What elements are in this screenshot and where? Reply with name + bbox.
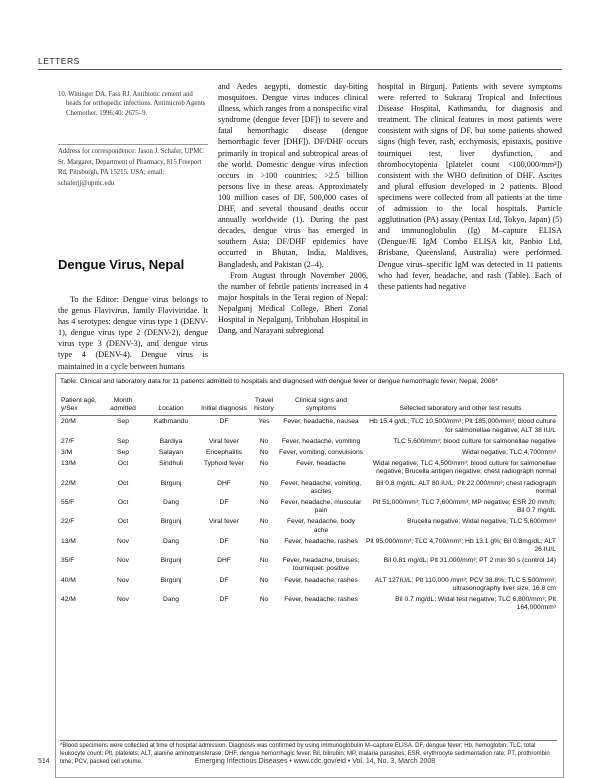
table-cell: No — [259, 460, 269, 468]
table-cell: Widal negative; TLC 4,500/mm³; blood culture for salmonellae negative; Brucella antigen negative; chest radiograph normal — [372, 460, 556, 476]
correspondence-block: Address for correspondence: Jason J. Schafer, UPMC St. Margaret, Department of Pharmacy, 815 Freeport Rd, Pittsburgh, PA 15215, USA; email: schaferjj@upmc.edu — [58, 148, 204, 187]
table-cell: 13/M — [61, 537, 76, 545]
table-cell: Salayan — [158, 449, 184, 457]
paragraph-nepal-hospitals: From August through November 2006, the number of febrile patients increased in 4 major hospitals in the Terai region of Nepal: Nepalgunj Medical College, Bheri Zonal Hospital in Nepalgunj, Tribhuban Hospital in Dang, and Narayani subregional — [218, 270, 368, 336]
paragraph-patients: hospital in Birgunj. Patients with severe symptoms were referred to Sukraraj Tropical and Infectious Disease Hospital, Kathmandu, for diagnosis and treatment. The clinical features in most patients were consistent with signs of DF, but some patients showed signs (high fever, rash, ecchymosis, epistaxis, positive tourniquet test, liver dysfunction, and thrombocytopenia [platelet count <100,000/mm³]) consistent with the WHO definition of DHF. Ascites and plural effusion developed in 2 patients. Blood specimens were collected from all patients at the time of admission to the local hospitals. Particle agglutination (PA) assay (Pentax Ltd, Tokyo, Japan) (5) and immunoglobulin (Ig) M–capture ELISA (Dengue/JE IgM Combo ELISA kit, Panbio Ltd, Brisbane, Queensland, Australia) were performed. Dengue virus–specific IgM was detected in 11 patients who had fever, headache, and rash (Table). Each of these patients had negative — [378, 82, 562, 291]
table-row — [60, 436, 557, 447]
table-cell: Nov — [117, 537, 129, 545]
table-footnote: *Blood specimens were collected at time of hospital admission. Diagnosis was confirmed by using immunoglobulin M–capture ELISA. DF, dengue fever; Hb, hemoglobin; TLC, total leukocyte count; Plt, platelets; ALT, alanine aminotransferase; DHF, dengue hemorrhagic fever; Bil, bilirubin; MP, malaria parasites; ESR, erythrocyte sedimentation rate; PT, prothrombin time; PCV, packed cell volume. — [60, 743, 550, 765]
table-cell: Fever, headache — [296, 460, 346, 468]
table-cell: No — [259, 479, 269, 487]
column-header: Clinical signs and symptoms — [278, 397, 364, 416]
table-cell: Encephalitis — [205, 449, 243, 457]
table-cell: Birgunj — [160, 518, 182, 526]
table-cell: Plt 51,000/mm³; TLC 7,600/mm³; MP negative; ESR 20 mm/h; Bil 0.7 mg/dL — [372, 499, 556, 515]
table-cell: Oct — [117, 518, 129, 526]
table-cell: ALT 127IU/L; Plt 110,000 /mm³; PCV 38.8%; TLC 5,500/mm³; ultrasonography liver size, 16.8 cm — [374, 576, 556, 592]
table-cell: Nov — [117, 576, 129, 584]
table-cell: TLC 5,600/mm³; blood culture for salmonellae negative — [393, 437, 556, 445]
table-cell: Fever, headache, body ache — [286, 518, 356, 534]
table-cell: 27/F — [61, 437, 75, 445]
table-row — [60, 536, 557, 555]
table-body — [60, 416, 557, 614]
column-header: Travel history — [250, 397, 278, 416]
table-cell: Viral fever — [209, 437, 239, 445]
column-header: Month admitted — [102, 397, 144, 416]
table-cell: Fever, headache, rashes — [284, 596, 358, 604]
table-cell: Sep — [117, 449, 129, 457]
table-cell: Dang — [163, 499, 179, 507]
table-row — [60, 516, 557, 535]
table-cell: Widal negative; TLC 4,700/mm³ — [462, 449, 556, 457]
table-cell: Sindhuli — [159, 460, 183, 468]
table-cell: Fever, headache, rashes — [284, 576, 358, 584]
table-cell: 22/F — [61, 518, 75, 526]
reference-10: 10. Wininger DA, Fass RJ. Antibiotic cement and beads for orthopedic infections. Antimicrob Agents Chemother. 1996;40: 2675–9. — [58, 91, 206, 117]
table-cell: No — [259, 557, 269, 565]
table-cell: 20/M — [61, 418, 76, 426]
table-bottom-rule — [60, 740, 557, 741]
table-cell: Fever, headache, vomiting, ascites — [280, 479, 362, 495]
table-cell: No — [259, 449, 269, 457]
table-cell: 13/M — [61, 460, 76, 468]
table-cell: No — [259, 596, 269, 604]
column-header: Selected laboratory and other test results — [364, 397, 557, 416]
column-3 — [378, 81, 562, 292]
table-cell: Bil 0.81 mg/dL; Plt 31,000/mm³; PT 2 min 30 s (control 14) — [383, 557, 556, 565]
journal-footer: Emerging Infectious Diseases • www.cdc.gov/eid • Vol. 14, No. 3, March 2008 — [194, 758, 436, 765]
table-row — [60, 416, 557, 436]
table-cell: Oct — [117, 499, 129, 507]
clinical-data-table — [60, 397, 557, 613]
table-cell: DF — [219, 576, 229, 584]
table-cell: No — [259, 499, 269, 507]
correspondence-divider — [58, 144, 208, 145]
table-cell: Birgunj — [160, 557, 182, 565]
column-1 — [58, 90, 208, 118]
table-caption: Table. Clinical and laboratory data for 11 patients admitted to hospitals and diagnosed with dengue fever or dengue hemorrhagic fever, Nepal, 2006* — [60, 378, 498, 385]
table-cell: Oct — [117, 460, 129, 468]
table-cell: No — [259, 537, 269, 545]
table-cell: Fever, headache, bruises; tourniquet: positive — [282, 557, 360, 573]
table-cell: No — [259, 576, 269, 584]
table-cell: Fever, headache, vomiting — [281, 437, 361, 445]
table-cell: DHF — [217, 479, 231, 487]
article-title: Dengue Virus, Nepal — [58, 257, 185, 272]
table-row — [60, 555, 557, 574]
column-header: Patient age, y/Sex — [60, 397, 102, 416]
table-cell: DF — [219, 596, 229, 604]
table-row — [60, 458, 557, 477]
table-row — [60, 575, 557, 594]
paragraph-dengue-overview: and Aedes aegypti, domestic day-biting mosquitoes. Dengue virus induces clinical illness, which ranges from a nonspecific viral syndrome (dengue fever [DF]) to severe and fatal hemorrhagic disease (dengue hemorrhagic fever [DHF]). DF/DHF occurs primarily in tropical and subtropical areas of the world. Domestic dengue virus infection occurs in >100 countries; >2.5 billion persons live in these areas. Approximately 100 million cases of DF, 500,000 cases of DHF, and several thousand deaths occur annually worldwide (1). During the past decades, dengue virus has emerged in southern Asia; DF/DHF epidemics have occurred in Bhutan, India, Maldives, Bangladesh, and Pakistan (2–4). — [218, 82, 368, 269]
table-row — [60, 478, 557, 497]
table-cell: Nov — [117, 596, 129, 604]
table-cell: 55/F — [61, 499, 75, 507]
page-number: 514 — [38, 758, 50, 765]
table-cell: DF — [219, 418, 229, 426]
table-cell: Fever, headache, muscular pain — [280, 499, 362, 515]
table-cell: DF — [219, 499, 229, 507]
table-cell: No — [259, 518, 269, 526]
table-cell: 42/M — [61, 596, 76, 604]
table-cell: Kathmandu — [153, 418, 189, 426]
table-cell: Typhoid fever — [203, 460, 245, 468]
table-cell: DHF — [217, 557, 231, 565]
intro-paragraph: To the Editor: Dengue virus belongs to the genus Flavivirus, family Flaviviridae. It has 4 serotypes: dengue virus type 1 (DENV-1), dengue virus type 2 (DENV-2), dengue virus type 3 (DENV-3), and dengue virus type 4 (DENV-4). Dengue virus is maintained in a cycle between humans — [58, 295, 208, 371]
column-header: Initial diagnosis — [198, 397, 250, 416]
table-cell: 35/F — [61, 557, 75, 565]
section-header: LETTERS — [38, 56, 80, 66]
table-cell: Bil 0.8 mg/dL; ALT 80 IU/L; Plt 22,000/mm³; chest radiograph normal — [375, 479, 556, 495]
table-cell: Fever, headache, nausea — [283, 418, 359, 426]
table-cell: 40/M — [61, 576, 76, 584]
table-cell: Fever, headache, rashes — [284, 537, 358, 545]
table-cell: Sep — [117, 437, 129, 445]
table-cell: Plt 95,000/mm³; TLC 4,700/mm³; Hb 13.1 g%; Bil 0.8mg/dL; ALT 26 IU/L — [365, 537, 556, 554]
table-header-row — [60, 397, 557, 416]
table-cell: Viral fever — [209, 518, 239, 526]
table-cell: 22/M — [61, 479, 76, 487]
header-divider — [38, 69, 562, 70]
table-cell: Oct — [117, 479, 129, 487]
table-row — [60, 447, 557, 458]
table-cell: Dang — [163, 537, 179, 545]
table-cell: DF — [219, 537, 229, 545]
table-cell: Yes — [258, 418, 270, 426]
column-2 — [218, 81, 368, 336]
table-cell: Bil 0.7 mg/dL; Widal test negative; TLC 6,800/mm³; Plt 164,000/mm³ — [395, 596, 556, 612]
table-cell: Sep — [117, 418, 129, 426]
table-cell: Bardiya — [159, 437, 183, 445]
table-row — [60, 594, 557, 613]
table-cell: Hb 15.4 g/dL; TLC 10,500/mm³; Plt 185,000/mm³; blood culture for salmonellae negative; ALT 38 IU/L — [369, 418, 556, 434]
table-cell: Fever, vomiting, convulsions — [279, 449, 364, 457]
table-cell: No — [259, 437, 269, 445]
column-header: Location — [144, 397, 198, 416]
table-cell: Brucella negative; Widal negative; TLC 5,600/mm³ — [407, 518, 556, 526]
column-1-body — [58, 294, 208, 372]
table-cell: Birgunj — [160, 576, 182, 584]
table-cell: Dang — [163, 596, 179, 604]
table-row — [60, 497, 557, 516]
table-cell: Nov — [117, 557, 129, 565]
table-cell: 3/M — [61, 449, 73, 457]
table-cell: Birgunj — [160, 479, 182, 487]
